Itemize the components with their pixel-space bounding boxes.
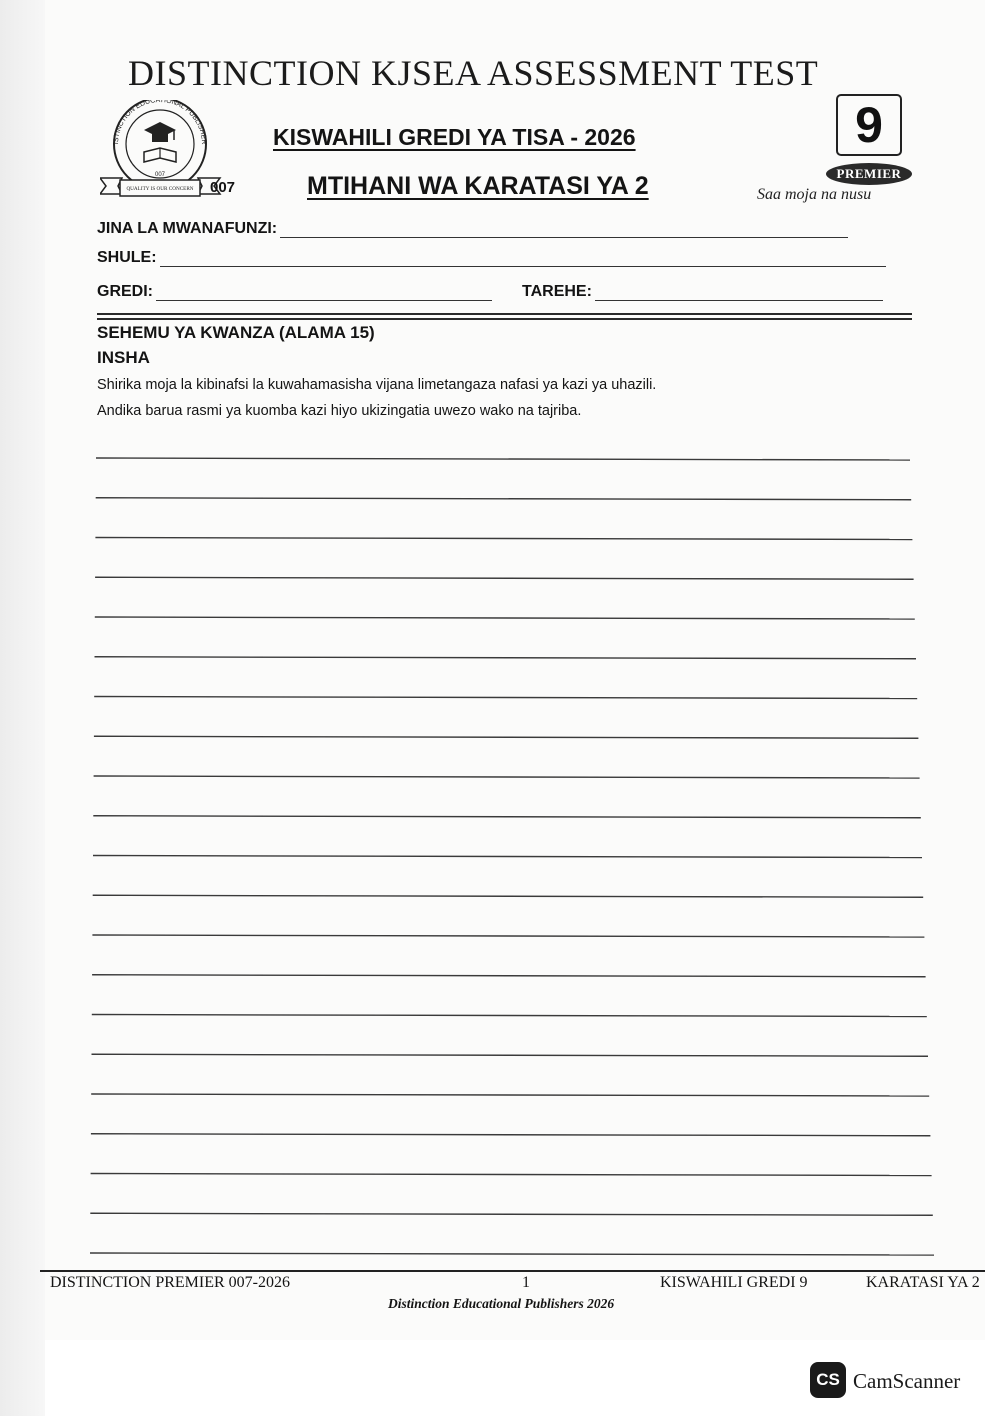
answer-line[interactable] bbox=[95, 577, 914, 579]
school-label: SHULE: bbox=[97, 249, 157, 266]
answer-line[interactable] bbox=[95, 538, 912, 540]
answer-line[interactable] bbox=[93, 816, 921, 818]
answer-line[interactable] bbox=[93, 856, 922, 858]
logo-center-text: 007 bbox=[154, 172, 166, 178]
answer-line[interactable] bbox=[91, 1094, 929, 1096]
answer-line[interactable] bbox=[92, 1054, 929, 1056]
grade-number-box: 9 bbox=[836, 94, 902, 156]
answer-line[interactable] bbox=[91, 1174, 932, 1176]
instruction-line-2: Andika barua rasmi ya kuomba kazi hiyo ukizingatia uwezo wako na tajriba. bbox=[97, 403, 582, 419]
grade-label: GREDI: bbox=[97, 283, 153, 300]
answer-line[interactable] bbox=[94, 776, 920, 778]
paper-title: MTIHANI WA KARATASI YA 2 bbox=[307, 172, 649, 200]
subject-title: KISWAHILI GREDI YA TISA - 2026 bbox=[273, 124, 636, 150]
camscanner-logo-icon: CS bbox=[810, 1362, 846, 1398]
exam-duration: Saa moja na nusu bbox=[757, 186, 872, 203]
footer-page-number: 1 bbox=[522, 1274, 530, 1291]
main-title: DISTINCTION KJSEA ASSESSMENT TEST bbox=[128, 53, 819, 93]
answer-line[interactable] bbox=[94, 697, 917, 699]
student-name-label: JINA LA MWANAFUNZI: bbox=[97, 220, 278, 237]
date-label: TAREHE: bbox=[522, 283, 592, 300]
answer-line[interactable] bbox=[95, 657, 917, 659]
answer-line[interactable] bbox=[92, 1015, 927, 1017]
footer-rule bbox=[40, 1270, 985, 1272]
premier-badge: PREMIER bbox=[826, 163, 912, 185]
answer-line[interactable] bbox=[94, 736, 919, 738]
section-subtitle: INSHA bbox=[97, 348, 150, 367]
answer-line[interactable] bbox=[96, 458, 910, 460]
answer-line[interactable] bbox=[92, 935, 924, 937]
answer-line[interactable] bbox=[95, 617, 915, 619]
answer-line[interactable] bbox=[96, 498, 912, 500]
paper-code: 007 bbox=[210, 179, 236, 196]
section-title: SEHEMU YA KWANZA (ALAMA 15) bbox=[97, 323, 375, 342]
answer-line[interactable] bbox=[92, 975, 926, 977]
instruction-line-1: Shirika moja la kibinafsi la kuwahamasisha vijana limetangaza nafasi ya kazi ya uhazili. bbox=[97, 377, 657, 393]
footer-paper: KARATASI YA 2 bbox=[866, 1274, 980, 1291]
answer-line[interactable] bbox=[90, 1253, 934, 1255]
answer-line[interactable] bbox=[91, 1134, 931, 1136]
answer-line[interactable] bbox=[93, 895, 924, 897]
footer-publisher: Distinction Educational Publishers 2026 bbox=[388, 1296, 615, 1311]
answer-line[interactable] bbox=[90, 1213, 933, 1215]
footer-subject: KISWAHILI GREDI 9 bbox=[660, 1274, 808, 1291]
camscanner-watermark: CamScanner bbox=[853, 1369, 961, 1393]
logo-banner-text: QUALITY IS OUR CONCERN bbox=[126, 186, 194, 192]
footer-left: DISTINCTION PREMIER 007-2026 bbox=[50, 1274, 290, 1291]
logo-ring-text: ISTINCTION EDUCATIONAL PUBLISHER bbox=[112, 100, 208, 145]
